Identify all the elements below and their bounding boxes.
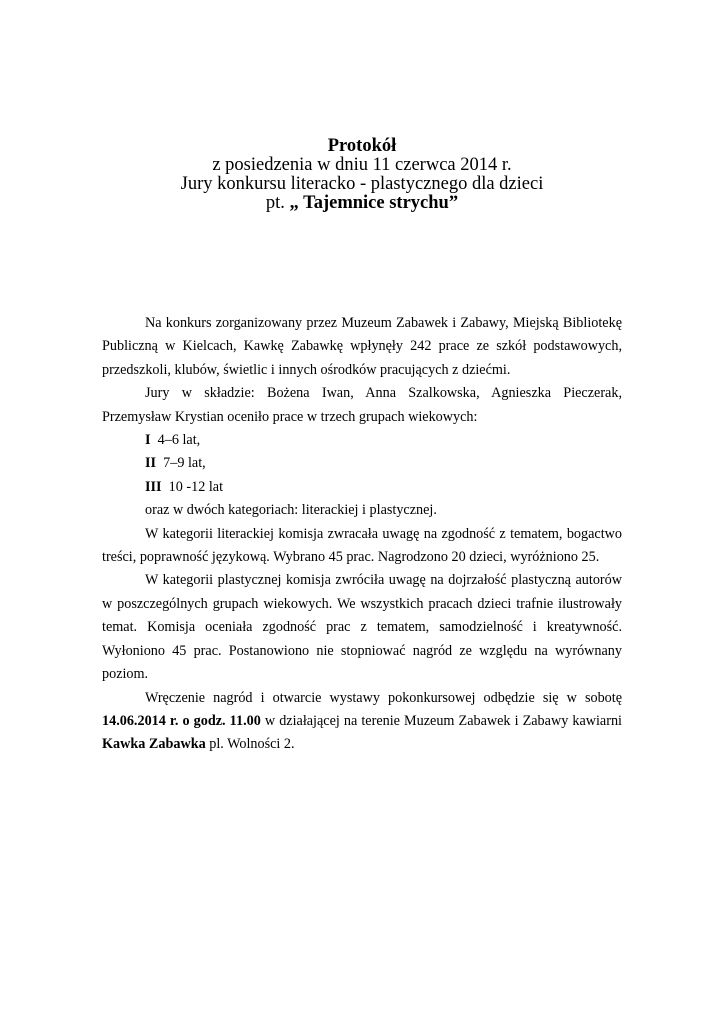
age-group-range: 10 -12 lat	[168, 478, 224, 495]
ceremony-date: 14.06.2014 r. o godz. 11.00	[102, 712, 261, 729]
jury-line: Jury konkursu literacko - plastycznego dla dzieci	[180, 174, 544, 194]
contest-title-line	[0, 194, 724, 213]
age-group-item	[102, 476, 622, 499]
paragraph-ceremony	[102, 687, 622, 757]
age-group-range: 7–9 lat,	[163, 455, 206, 472]
paragraph-submissions: Na konkurs zorganizowany przez Muzeum Zabawek i Zabawy, Miejską Bibliotekę Publiczną w Kielcach, Kawkę Zabawkę wpłynęły 242 prace ze szkół podstawowych, przedszkoli, klubów, świetlic i innych ośrodków pracujących z dziećmi.	[102, 315, 622, 378]
contest-title-prefix: pt.	[265, 193, 290, 213]
categories-line: oraz w dwóch kategoriach: literackiej i plastycznej.	[145, 502, 437, 519]
age-group-numeral: III	[145, 478, 162, 495]
paragraph-jury: Jury w składzie: Bożena Iwan, Anna Szalkowska, Agnieszka Pieczerak, Przemysław Krystian oceniło prace w trzech grupach wiekowych:	[102, 385, 622, 425]
ceremony-text-1: Wręczenie nagród i otwarcie wystawy pokonkursowej odbędzie się w sobotę	[145, 689, 622, 706]
ceremony-text-2: w działającej na terenie Muzeum Zabawek i Zabawy kawiarni	[260, 712, 622, 729]
paragraph-literary: W kategorii literackiej komisja zwracała uwagę na zgodność z tematem, bogactwo treści, poprawność językową. Wybrano 45 prac. Nagrodzono 20 dzieci, wyróżniono 25.	[102, 525, 622, 566]
document-header	[0, 137, 724, 213]
age-group-item	[102, 429, 622, 452]
ceremony-address: pl. Wolności 2.	[205, 736, 295, 753]
contest-title: „ Tajemnice strychu”	[289, 193, 459, 213]
document-title: Protokół	[327, 136, 397, 156]
age-group-numeral: I	[145, 432, 151, 449]
age-group-numeral: II	[145, 455, 157, 472]
document-body	[102, 312, 622, 757]
meeting-date-line: z posiedzenia w dniu 11 czerwca 2014 r.	[212, 155, 512, 175]
paragraph-art: W kategorii plastycznej komisja zwróciła uwagę na dojrzałość plastyczną autorów w poszczególnych grupach wiekowych. We wszystkich pracach dzieci trafnie ilustrowały temat. Komisja oceniała zgodność prac z tematem, samodzielność i kreatywność. Wyłoniono 45 prac. Postanowiono nie stopniować nagród ze względu na wyrównany poziom.	[102, 572, 622, 683]
ceremony-venue: Kawka Zabawka	[102, 736, 206, 753]
age-group-range: 4–6 lat,	[157, 432, 201, 449]
age-group-item	[102, 452, 622, 475]
